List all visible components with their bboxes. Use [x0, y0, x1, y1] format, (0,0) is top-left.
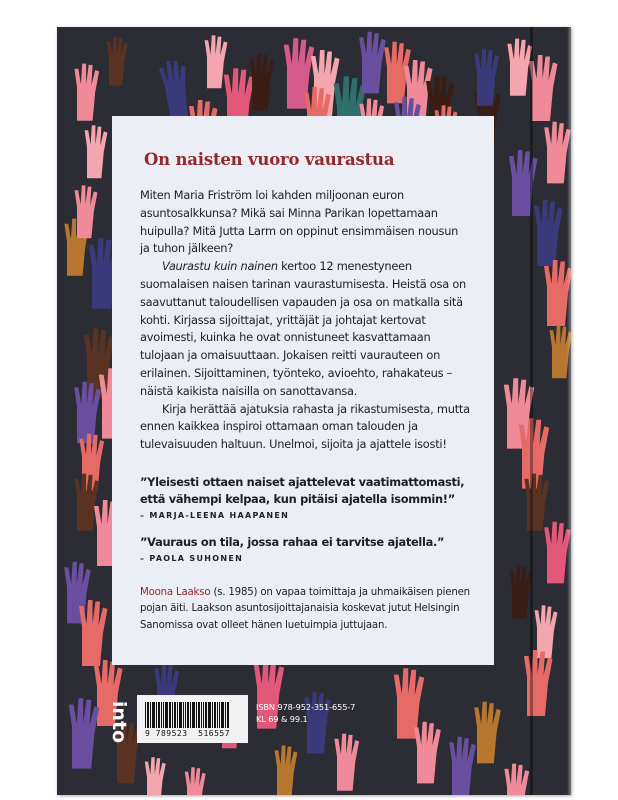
- quote-attribution: – PAOLA SUHONEN: [140, 553, 244, 563]
- blurb-paragraph: Kirja herättää ajatuksia rahasta ja rikastumisesta, mutta ennen kaikkea inspiroi ottamaan oman talouden ja tulevaisuuden haltuun. Unelmoi, sijoita ja ajattele isosti!: [140, 401, 470, 452]
- book-title-italic: Vaurastu kuin nainen: [162, 259, 278, 274]
- blurb-text: [140, 187, 470, 454]
- library-classification: KL 69 & 99.1: [256, 714, 308, 724]
- blurb-paragraph: Miten Maria Friström loi kahden miljoonan euron asuntosalkkunsa? Mikä sai Minna Parikan lopettamaan huipulla? Mitä Jutta Larm on oppinut ensimmäisen nousun ja tuhon jälkeen?: [140, 188, 459, 256]
- quote-text: ”Vauraus on tila, jossa rahaa ei tarvitse ajatella.”: [140, 534, 445, 549]
- isbn-info: [256, 701, 355, 725]
- barcode: [137, 695, 248, 743]
- isbn-number: ISBN 978-952-351-655-7: [256, 702, 356, 712]
- cover-hinge: [530, 27, 533, 795]
- author-name: Moona Laakso: [140, 586, 211, 598]
- author-bio: [140, 585, 470, 635]
- quote: [140, 534, 470, 563]
- publisher-logo: into: [108, 700, 130, 744]
- blurb-paragraph: [140, 258, 470, 400]
- barcode-digits: 9 789523 516557: [145, 729, 231, 738]
- quote: [140, 474, 470, 520]
- barcode-bars: [145, 702, 240, 728]
- author-bio-text: (s. 1985) on vapaa toimittaja ja uhmaikäisen pienen pojan äiti. Laakson asuntosijoittajanaisia koskevat jutut Helsingin Sanomissa ovat olleet hänen luetuimpia juttujaan.: [140, 586, 470, 631]
- blurb-title: On naisten vuoro vaurastua: [144, 150, 395, 169]
- quote-attribution: – MARJA-LEENA HAAPANEN: [140, 510, 290, 520]
- book-back-cover: [57, 27, 571, 795]
- quote-text: ”Yleisesti ottaen naiset ajattelevat vaatimattomasti, että vähempi kelpaa, kun pitäisi ajatella isommin!”: [140, 474, 465, 506]
- quotes: [140, 474, 470, 563]
- blurb-paragraph-rest: kertoo 12 menestyneen suomalaisen naisen tarinan vaurastumisesta. Heistä osa on saavuttanut taloudellisen vapauden ja osa on matkalla sitä kohti. Kirjassa sijoittajat, yrittäjät ja johtajat kertovat avoimesti, kuinka he ovat onnistuneet kasvattamaan tulojaan ja omaisuuttaan. Jokaisen reitti vaurauteen on erilainen. Sijoittaminen, työnteko, avioehto, rahakateus – näistä kaikista naisilla on sanottavansa.: [140, 259, 467, 398]
- cover-edge: [567, 27, 571, 795]
- blurb-panel: [112, 116, 494, 665]
